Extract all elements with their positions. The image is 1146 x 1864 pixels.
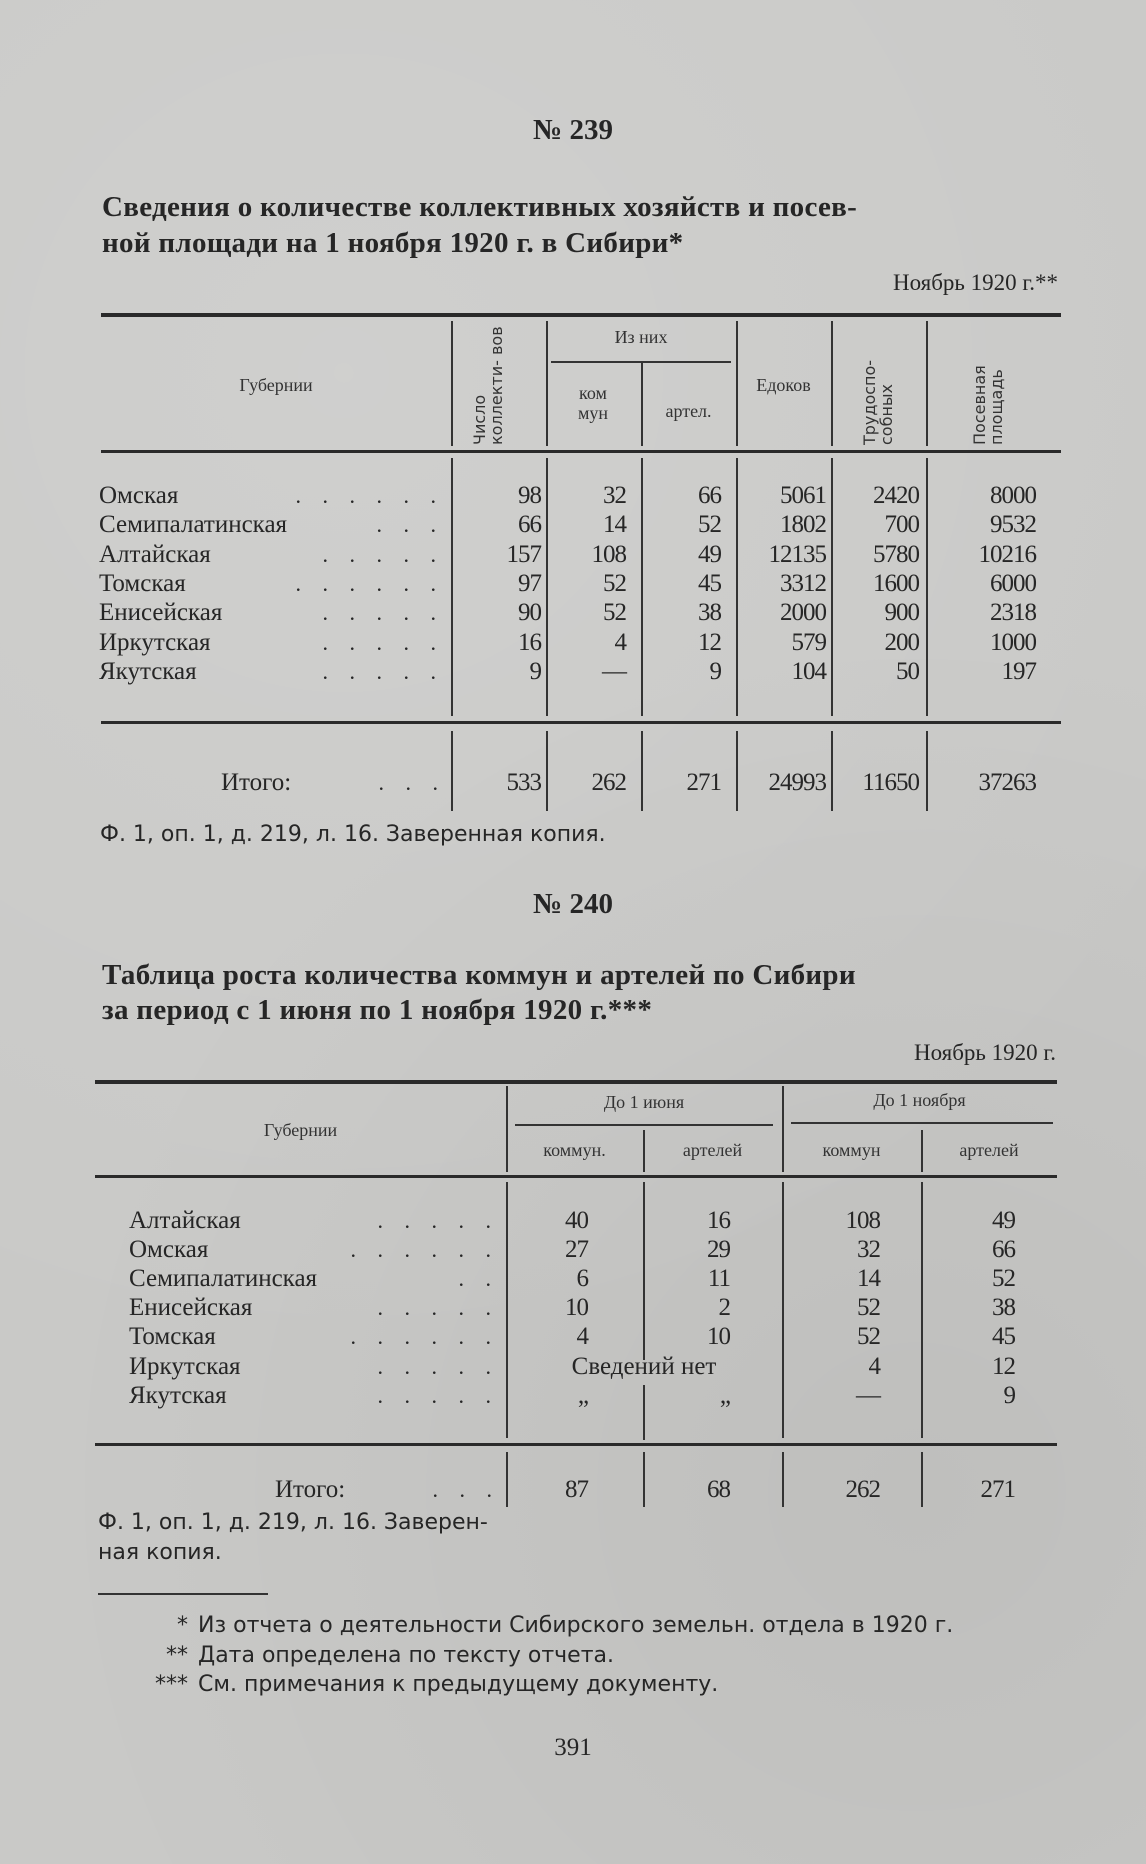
row-label [99,569,444,598]
doc240-title-line1: Таблица роста количества коммун и артелей по Сибири [102,959,856,991]
value-cell: 2 [718,1294,730,1322]
row-label [99,510,444,539]
value-cell: 16 [518,628,541,656]
leader-dots: . . . . . [377,1353,499,1379]
header-collectives: Число коллекти- вов [470,326,506,445]
value-cell: 29 [707,1236,730,1264]
value-cell: 12 [698,628,721,656]
footnote-text: См. примечания к предыдущему документу. [198,1672,719,1697]
value-cell: 8000 [990,482,1036,509]
value-cell: 700 [884,511,919,539]
column-divider [926,321,928,446]
value-cell: 5061 [780,482,826,509]
row-label [129,1235,499,1264]
value-cell: 200 [884,628,919,656]
document-number-240: № 240 [533,888,613,920]
header-province: Губернии [239,375,313,395]
value-cell: 10 [707,1323,730,1351]
column-divider [831,321,833,446]
doc240-date: Ноябрь 1920 г. [913,1040,1056,1065]
row-label [129,1381,499,1410]
value-cell: 14 [603,511,626,539]
value-cell: 32 [857,1236,880,1264]
header-november: До 1 ноября [873,1090,966,1110]
header-able-bodied: Трудоспо- собных [860,359,896,445]
no-data-note: Сведений нет [571,1352,717,1380]
row-label [129,1293,499,1322]
header-rule [95,1175,1057,1178]
value-cell: 1600 [873,569,919,597]
value-cell: 45 [698,569,721,597]
value-cell: 45 [992,1323,1015,1351]
value-cell: 52 [857,1294,880,1322]
value-cell: 108 [591,540,626,568]
value-cell: 12135 [768,540,826,568]
value-cell: 49 [992,1207,1015,1234]
value-cell: 10216 [978,540,1036,568]
leader-dots: . . . . . . [350,1237,499,1263]
total-label: Итого: [221,769,292,796]
value-cell: 4 [576,1323,588,1351]
row-label [99,481,444,510]
value-cell: — [856,1381,880,1409]
province-name: Омская [129,1236,209,1264]
value-cell: 38 [698,599,721,627]
value-cell: 52 [698,511,721,539]
value-cell: 52 [857,1323,880,1351]
table-240 [95,1080,1057,1510]
header-eaters: Едоков [756,375,811,395]
leader-dots: . . . . . . [350,1324,499,1350]
value-cell: 52 [603,569,626,597]
total-rule [101,721,1061,724]
value-cell: 108 [845,1207,880,1234]
province-name: Якутская [99,657,197,685]
row-label [275,1475,500,1504]
total-label: Итого: [275,1476,346,1503]
value-cell: 52 [992,1265,1015,1293]
doc240-title-line2: за период с 1 июня по 1 ноября 1920 г.*** [102,994,653,1026]
row-label [99,628,444,657]
doc239-source: Ф. 1, оп. 1, д. 219, л. 16. Заверенная копия. [100,822,606,847]
value-cell: 1000 [990,628,1036,656]
value-cell: 52 [603,599,626,627]
top-rule [101,313,1061,317]
leader-dots: . . . . . [322,600,444,626]
footnote-mark: ** [166,1642,188,1668]
province-name: Иркутская [99,628,211,656]
value-cell: 66 [698,482,721,509]
province-name: Омская [99,482,179,509]
value-cell: 38 [992,1294,1015,1322]
value-cell: 9 [1003,1381,1015,1409]
leader-dots: . . [458,1266,499,1292]
value-cell: 4 [868,1352,880,1380]
value-cell: 97 [518,569,541,597]
value-cell: 50 [896,657,919,685]
leader-dots: . . . . . [377,1295,499,1321]
province-name: Якутская [129,1381,227,1409]
leader-dots: . . . . . . [295,570,444,596]
doc239-date: Ноябрь 1920 г.** [892,270,1058,295]
value-cell: 40 [565,1207,588,1234]
table-239 [101,313,1061,813]
group-rule [791,1122,1053,1124]
header-artels-november: артелей [959,1140,1019,1160]
total-rule [95,1443,1057,1446]
footnote-text: Дата определена по тексту отчета. [198,1642,615,1668]
province-name: Иркутская [129,1352,241,1380]
total-cell: 68 [707,1476,730,1503]
total-cell: 87 [565,1476,588,1503]
province-name: Семипалатинская [129,1265,318,1293]
document-number-239: № 239 [533,114,613,146]
row-label [99,657,444,686]
leader-dots: . . . . . [322,541,444,567]
value-cell: „ [719,1381,730,1409]
value-cell: 12 [992,1352,1015,1380]
leader-dots: . . . . . . [295,483,444,508]
header-communes-november: коммун [822,1140,881,1160]
header-province: Губернии [263,1120,338,1140]
header-rule [101,450,1061,453]
page-number: 391 [554,1734,592,1761]
leader-dots: . . . . . [377,1382,499,1408]
value-cell: 90 [518,599,541,627]
total-cell: 271 [980,1476,1015,1503]
province-name: Енисейская [99,599,223,627]
value-cell: 32 [603,482,626,509]
value-cell: 2000 [780,599,826,627]
province-name: Алтайская [129,1207,241,1234]
province-name: Алтайская [99,540,211,568]
value-cell: 5780 [873,540,919,568]
doc240-source-line1: Ф. 1, оп. 1, д. 219, л. 16. Заверен- [98,1510,488,1535]
doc239-title-line2: ной площади на 1 ноября 1920 г. в Сибири* [102,227,684,259]
doc239-title-line1: Сведения о количестве коллективных хозяйств и посев- [102,191,858,223]
row-label [129,1322,499,1351]
row-label [129,1264,499,1293]
value-cell: 11 [707,1265,730,1293]
value-cell: 9532 [990,511,1036,539]
header-communes: ком мун [577,383,609,423]
total-cell: 37263 [978,769,1036,796]
header-artels: артел. [665,401,712,421]
row-label [99,540,444,569]
header-communes-june: коммун. [543,1140,606,1160]
province-name: Семипалатинская [99,511,288,539]
total-cell: 533 [506,769,541,796]
header-june: До 1 июня [603,1092,685,1112]
value-cell: 14 [857,1265,880,1293]
value-cell: „ [577,1381,588,1409]
value-cell: 104 [791,657,826,685]
province-name: Енисейская [129,1294,253,1322]
value-cell: 16 [707,1207,730,1234]
value-cell: 900 [884,599,919,627]
leader-dots: . . . . . [322,629,444,655]
value-cell: 49 [698,540,721,568]
value-cell: 10 [565,1294,588,1322]
leader-dots: . . . [432,1477,500,1502]
footnote-mark: * [177,1613,188,1638]
value-cell: 9 [709,657,721,685]
province-name: Томская [129,1323,216,1351]
province-name: Томская [99,569,186,597]
leader-dots: . . . . . [322,658,444,684]
value-cell: 66 [518,511,541,539]
value-cell: 579 [791,628,826,656]
leader-dots: . . . [378,770,446,795]
column-divider [451,321,453,446]
row-label [99,598,444,627]
value-cell: 98 [518,482,541,509]
total-cell: 262 [591,769,626,796]
value-cell: — [602,657,626,685]
footnote-text: Из отчета о деятельности Сибирского земельн. отдела в 1920 г. [198,1613,954,1638]
value-cell: 4 [614,628,626,656]
value-cell: 6 [576,1265,588,1293]
row-label [221,768,446,797]
header-of-which: Из них [614,327,668,347]
value-cell: 6000 [990,569,1036,597]
footnote-divider [98,1593,268,1595]
total-cell: 11650 [862,769,919,796]
value-cell: 2420 [873,482,919,509]
header-artels-june: артелей [682,1140,743,1160]
header-sown-area: Посевная площадь [970,365,1006,445]
leader-dots: . . . [376,512,444,538]
value-cell: 9 [529,657,541,685]
value-cell: 157 [506,540,541,568]
total-cell: 271 [686,769,721,796]
doc240-source-line2: ная копия. [98,1540,222,1565]
value-cell: 27 [565,1236,588,1264]
row-label [129,1352,499,1381]
total-cell: 262 [845,1476,880,1503]
value-cell: 66 [992,1236,1015,1264]
footnote-mark: *** [155,1672,188,1697]
top-rule [95,1080,1057,1084]
row-label [129,1206,499,1235]
value-cell: 197 [1001,657,1036,685]
value-cell: 1802 [780,511,826,539]
total-cell: 24993 [768,769,826,796]
value-cell: 3312 [780,569,826,597]
value-cell: 2318 [990,599,1036,627]
group-rule [515,1124,773,1126]
leader-dots: . . . . . [377,1208,499,1233]
group-rule [551,361,731,363]
